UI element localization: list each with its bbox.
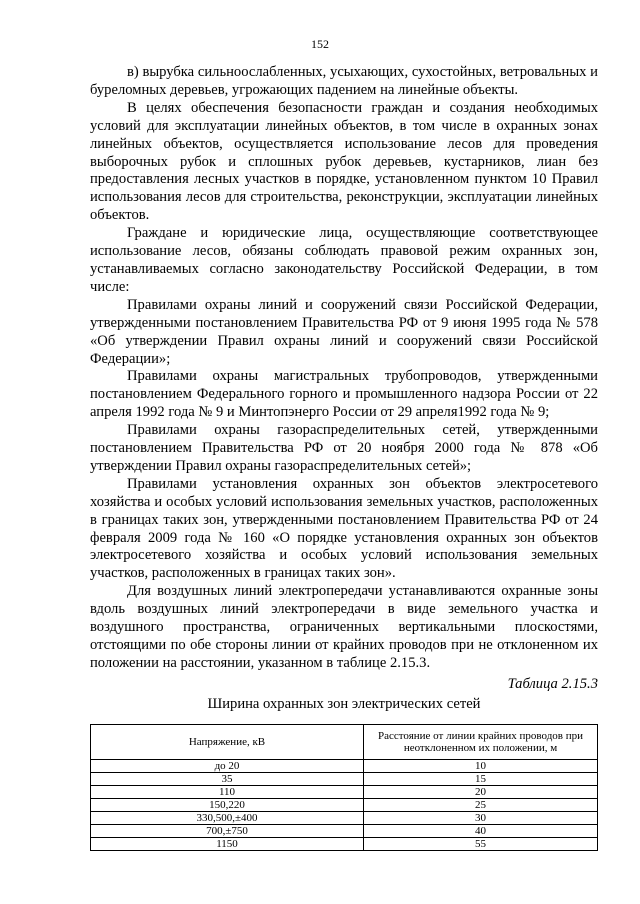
- voltage-cell: до 20: [91, 759, 364, 772]
- table-title: Ширина охранных зон электрических сетей: [207, 695, 481, 712]
- distance-cell: 40: [364, 824, 598, 837]
- column-header-distance: Расстояние от линии крайних проводов при неотклоненном их положении, м: [364, 724, 598, 759]
- document-body: [90, 64, 598, 851]
- paragraph: Правилами охраны магистральных трубопроводов, утвержденными постановлением Федерального горного и промышленного надзора России от 22 апреля 1992 года № 9 и Минтопэнерго России от 29 апреля1992 года № 9;: [90, 368, 598, 421]
- table-row: [91, 811, 598, 824]
- paragraph: Для воздушных линий электропередачи устанавливаются охранные зоны вдоль воздушных линий электропередачи в виде земельного участка и воздушного пространства, ограниченных вертикальными плоскостями, отстоящими по обе стороны линии от крайних проводов при не отклоненном их положении на расстоянии, указанном в таблице 2.15.3.: [90, 583, 598, 671]
- paragraph: Правилами охраны линий и сооружений связи Российской Федерации, утвержденными постановлением Правительства РФ от 9 июня 1995 года № 578 «Об утверждении Правил охраны линий и сооружений связи Российской Федерации»;: [90, 296, 598, 367]
- voltage-cell: 110: [91, 785, 364, 798]
- distance-cell: 55: [364, 837, 598, 850]
- voltage-cell: 1150: [91, 837, 364, 850]
- table-row: [91, 759, 598, 772]
- page-number: 152: [311, 37, 329, 51]
- voltage-cell: 150,220: [91, 798, 364, 811]
- voltage-cell: 700,±750: [91, 824, 364, 837]
- table-row: [91, 785, 598, 798]
- table-header-row: [91, 724, 598, 759]
- distance-cell: 15: [364, 772, 598, 785]
- table-row: [91, 772, 598, 785]
- paragraph: В целях обеспечения безопасности граждан и создания необходимых условий для эксплуатации линейных объектов, в том числе в охранных зонах линейных объектов, осуществляется использование лесов для проведения выборочных рубок и сплошных рубок деревьев, кустарников, лиан без предоставления лесных участков в порядке, установленном пунктом 10 Правил использования лесов для строительства, реконструкции, эксплуатации линейных объектов.: [90, 99, 598, 224]
- distance-cell: 20: [364, 785, 598, 798]
- paragraph: в) вырубка сильноослабленных, усыхающих, сухостойных, ветровальных и буреломных деревьев, угрожающих падением на линейные объекты.: [90, 64, 598, 98]
- table-row: [91, 824, 598, 837]
- paragraph: Правилами установления охранных зон объектов электросетевого хозяйства и особых условий использования земельных участков, расположенных в границах таких зон, утвержденными постановлением Правительства РФ от 24 февраля 2009 года № 160 «О порядке установления охранных зон объектов электросетевого хозяйства и особых условий использования земельных участков, расположенных в границах таких зон».: [90, 475, 598, 582]
- table-row: [91, 837, 598, 850]
- protection-zones-table: [90, 724, 598, 851]
- distance-cell: 30: [364, 811, 598, 824]
- distance-cell: 10: [364, 759, 598, 772]
- paragraph: Граждане и юридические лица, осуществляющие соответствующее использование лесов, обязаны соблюдать правовой режим охранных зон, устанавливаемых согласно законодательству Российской Федерации, в том числе:: [90, 225, 598, 295]
- table-row: [91, 798, 598, 811]
- column-header-voltage: Напряжение, кВ: [91, 724, 364, 759]
- paragraph: Правилами охраны газораспределительных сетей, утвержденными постановлением Правительства РФ от 20 ноября 2000 года № 878 «Об утверждении Правил охраны газораспределительных сетей»;: [90, 422, 598, 474]
- distance-cell: 25: [364, 798, 598, 811]
- voltage-cell: 330,500,±400: [91, 811, 364, 824]
- voltage-cell: 35: [91, 772, 364, 785]
- table-caption: Таблица 2.15.3: [507, 675, 598, 692]
